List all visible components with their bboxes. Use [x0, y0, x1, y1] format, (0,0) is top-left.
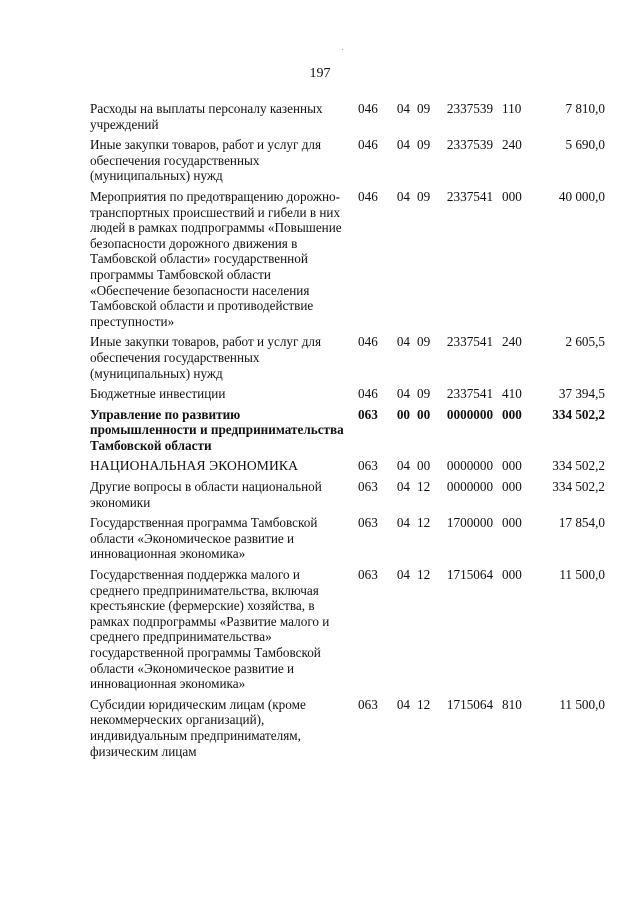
row-section-code: 04	[396, 386, 410, 402]
row-amount: 5 690,0	[565, 137, 605, 153]
row-target-code: 0000000	[446, 458, 494, 474]
row-name: Управление по развитию промышленности и предпринимательства Тамбовской области	[90, 406, 344, 453]
table-row	[90, 189, 605, 334]
row-section-code: 04	[396, 137, 410, 153]
row-expense-type-code: 810	[502, 696, 522, 712]
row-ved-code: 046	[358, 188, 378, 204]
row-subsection-code: 12	[417, 515, 431, 531]
row-subsection-code: 09	[417, 386, 431, 402]
table-row	[90, 407, 605, 459]
row-expense-type-code: 000	[502, 406, 522, 422]
budget-table	[90, 101, 605, 764]
row-subsection-code: 00	[417, 458, 431, 474]
row-ved-code: 063	[358, 515, 378, 531]
row-target-code: 2337541	[446, 188, 494, 204]
row-expense-type-code: 000	[502, 458, 522, 474]
row-subsection-code: 09	[417, 137, 431, 153]
table-row	[90, 386, 605, 407]
row-target-code: 0000000	[446, 406, 494, 422]
row-subsection-code: 12	[417, 567, 431, 583]
row-ved-code: 063	[358, 479, 378, 495]
row-section-code: 04	[396, 479, 410, 495]
row-section-code: 04	[396, 188, 410, 204]
row-name: Мероприятия по предотвращению дорожно-транспортных происшествий и гибели в них людей в рамках подпрограммы «Повышение безопасности дорожного движения в Тамбовской области» государственной программы Тамбовской области «Обеспечение безопасности населения Тамбовской области и противодействие преступности»	[90, 188, 342, 329]
row-target-code: 2337539	[446, 137, 494, 153]
row-ved-code: 046	[358, 334, 378, 350]
row-section-code: 04	[396, 101, 410, 116]
table-row	[90, 479, 605, 515]
row-amount: 334 502,2	[552, 406, 605, 422]
row-name: НАЦИОНАЛЬНАЯ ЭКОНОМИКА	[90, 458, 298, 474]
row-target-code: 0000000	[446, 479, 494, 495]
row-section-code: 04	[396, 696, 410, 712]
row-amount: 40 000,0	[558, 188, 605, 204]
row-name: Расходы на выплаты персоналу казенных учреждений	[90, 101, 323, 132]
row-expense-type-code: 410	[502, 386, 522, 402]
row-name: Субсидии юридическим лицам (кроме некоммерческих организаций), индивидуальным предпринимателям, физическим лицам	[90, 696, 306, 759]
row-expense-type-code: 000	[502, 567, 522, 583]
table-row	[90, 137, 605, 189]
row-amount: 11 500,0	[559, 696, 605, 712]
table-row	[90, 697, 605, 764]
row-name: Другие вопросы в области национальной экономики	[90, 479, 322, 510]
row-section-code: 04	[396, 458, 410, 474]
row-target-code: 2337539	[446, 101, 494, 116]
row-expense-type-code: 000	[502, 479, 522, 495]
row-section-code: 04	[396, 567, 410, 583]
row-subsection-code: 09	[417, 101, 431, 116]
row-section-code: 04	[396, 334, 410, 350]
row-subsection-code: 12	[417, 696, 431, 712]
row-ved-code: 063	[358, 696, 378, 712]
row-subsection-code: 00	[417, 406, 431, 422]
table-row	[90, 567, 605, 697]
table-row	[90, 458, 605, 479]
row-amount: 11 500,0	[559, 567, 605, 583]
row-amount: 2 605,5	[565, 334, 605, 350]
table-row	[90, 334, 605, 386]
row-target-code: 2337541	[446, 386, 494, 402]
row-subsection-code: 09	[417, 188, 431, 204]
row-ved-code: 063	[358, 458, 378, 474]
row-name: Государственная поддержка малого и среднего предпринимательства, включая крестьянские (фермерские) хозяйства, в рамках подпрограммы «Развитие малого и среднего предпринимательства» государственной программы Тамбовской области «Экономическое развитие и инновационная экономика»	[90, 567, 330, 692]
row-target-code: 1715064	[446, 567, 494, 583]
scan-speck	[342, 49, 343, 50]
row-amount: 7 810,0	[565, 101, 605, 116]
row-ved-code: 046	[358, 137, 378, 153]
row-ved-code: 046	[358, 101, 378, 116]
row-subsection-code: 09	[417, 334, 431, 350]
row-target-code: 2337541	[446, 334, 494, 350]
row-name: Иные закупки товаров, работ и услуг для обеспечения государственных (муниципальных) нужд	[90, 334, 322, 381]
row-ved-code: 063	[358, 567, 378, 583]
row-expense-type-code: 240	[502, 137, 522, 153]
row-name: Иные закупки товаров, работ и услуг для обеспечения государственных (муниципальных) нужд	[90, 137, 322, 184]
table-row	[90, 515, 605, 567]
row-ved-code: 046	[358, 386, 378, 402]
row-expense-type-code: 000	[502, 188, 522, 204]
row-subsection-code: 12	[417, 479, 431, 495]
row-expense-type-code: 000	[502, 515, 522, 531]
row-name: Бюджетные инвестиции	[90, 386, 226, 402]
row-section-code: 04	[396, 515, 410, 531]
row-name: Государственная программа Тамбовской области «Экономическое развитие и инновационная экономика»	[90, 515, 318, 562]
row-section-code: 00	[396, 406, 410, 422]
row-expense-type-code: 240	[502, 334, 522, 350]
row-target-code: 1700000	[446, 515, 494, 531]
row-target-code: 1715064	[446, 696, 494, 712]
row-amount: 37 394,5	[558, 386, 605, 402]
table-row	[90, 101, 605, 137]
row-expense-type-code: 110	[502, 101, 522, 116]
row-amount: 334 502,2	[552, 458, 605, 474]
row-ved-code: 063	[358, 406, 378, 422]
row-amount: 17 854,0	[558, 515, 605, 531]
page-number: 197	[309, 66, 331, 81]
row-amount: 334 502,2	[552, 479, 605, 495]
budget-table-body	[90, 101, 605, 764]
